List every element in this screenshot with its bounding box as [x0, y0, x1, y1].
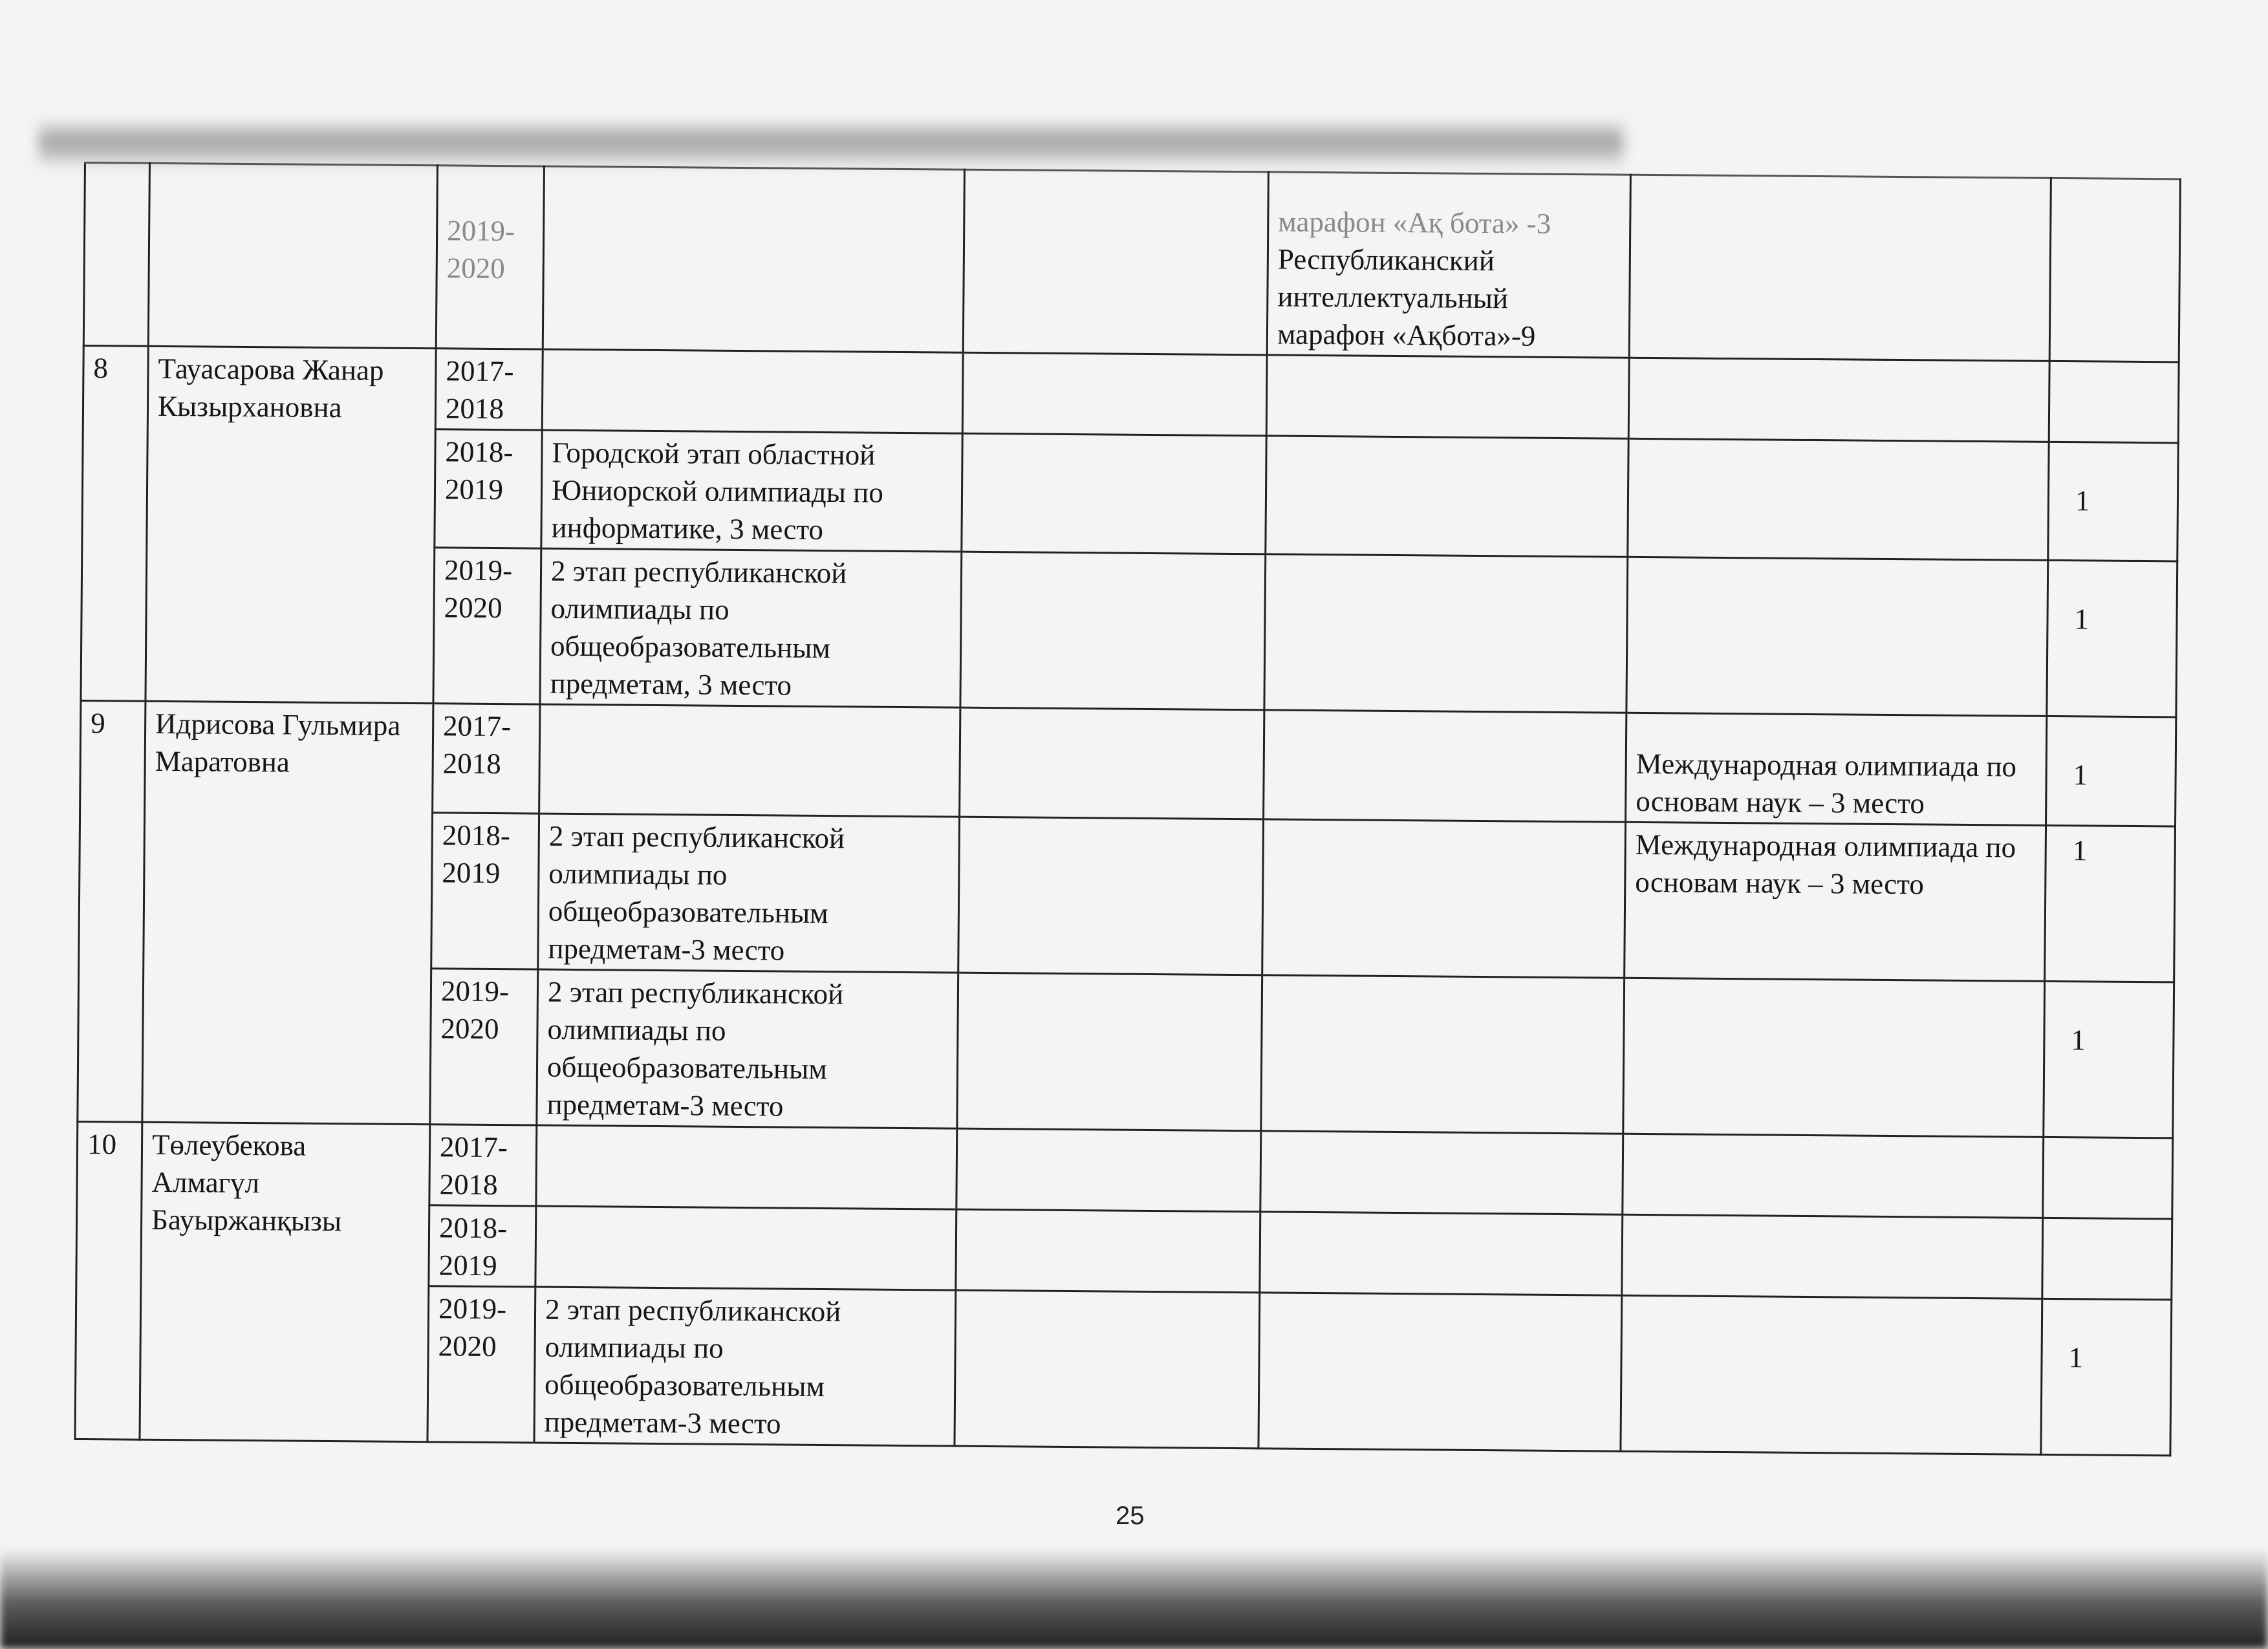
- year-cell: 2018-2019: [429, 1205, 536, 1287]
- cell-d: [1629, 175, 2051, 361]
- cell-c: [1266, 436, 1628, 557]
- table-row: [77, 1121, 2173, 1218]
- cell-a: 2 этап республиканской олимпиады по общеобразовательным предметам-3 место: [537, 969, 958, 1128]
- cell-c: [1262, 819, 1626, 978]
- scan-shadow-bottom: [0, 1549, 2268, 1649]
- name-cell: Идрисова Гульмира Маратовна: [142, 701, 433, 1124]
- cell-d: [1628, 438, 2049, 560]
- cell-c: [1258, 1293, 1622, 1451]
- cell-a: [535, 1206, 956, 1290]
- cell-c: [1264, 554, 1628, 713]
- year-cell: 2017-2018: [435, 349, 543, 430]
- name-cell: Тауасарова Жанар Кызырхановна: [146, 346, 436, 703]
- cell-b: [956, 1209, 1260, 1293]
- cell-d: [1623, 1134, 2044, 1218]
- table-row: [83, 163, 2180, 362]
- name-cell: [148, 163, 437, 348]
- cell-b: [963, 169, 1268, 355]
- cell-e: [2049, 178, 2180, 362]
- cell-d: [1622, 1214, 2043, 1299]
- count-cell: 1: [2045, 825, 2176, 982]
- cell-c: [1264, 710, 1626, 822]
- num-cell: 9: [78, 700, 146, 1122]
- faded-text: марафон «Ақ бота» -3: [1278, 205, 1551, 240]
- year-text: 2019-2020: [446, 214, 515, 285]
- cell-a: 2 этап республиканской олимпиады по общеобразовательным предметам-3 место: [538, 814, 960, 973]
- cell-b: [956, 1128, 1261, 1212]
- cell-d: [1623, 978, 2045, 1137]
- cell-d: [1626, 557, 2048, 716]
- cell-a: 2 этап республиканской олимпиады по общеобразовательным предметам-3 место: [534, 1287, 956, 1446]
- cell-b: [960, 552, 1266, 710]
- year-cell: 2018-2019: [435, 429, 542, 548]
- count-cell: 1: [2047, 560, 2177, 717]
- num-cell: 8: [81, 346, 148, 702]
- cell-b: [957, 973, 1262, 1131]
- count-cell: [2049, 361, 2179, 443]
- cell-d: Международная олимпиада по основам наук – 3 место: [1625, 822, 2046, 981]
- cell-d: [1628, 358, 2049, 442]
- year-cell: 2017-2018: [433, 704, 540, 814]
- cell-d: [1621, 1295, 2042, 1454]
- scan-shadow-top: [39, 120, 1623, 165]
- cell-c: [1267, 172, 1630, 358]
- year-cell: 2019-2020: [433, 548, 541, 704]
- cell-a: [542, 349, 963, 433]
- cell-a: [536, 1125, 957, 1209]
- name-cell: Төлеубекова Алмагүл Бауыржанқызы: [140, 1122, 430, 1441]
- cell-b: [962, 433, 1266, 554]
- num-cell: 10: [75, 1121, 142, 1439]
- count-cell: 1: [2048, 442, 2178, 561]
- year-cell: 2019-2020: [430, 969, 538, 1125]
- cell-a: 2 этап республиканской олимпиады по общеобразовательным предметам, 3 место: [540, 548, 962, 707]
- cell-a: [543, 166, 964, 352]
- count-cell: 1: [2041, 1299, 2172, 1456]
- cell-b: [955, 1290, 1260, 1449]
- cell-a: Городской этап областной Юниорской олимпиады по информатике, 3 место: [541, 430, 962, 552]
- year-cell: 2017-2018: [429, 1125, 537, 1206]
- table-row: [83, 346, 2179, 443]
- year-cell: 2019-2020: [427, 1286, 535, 1443]
- cell-a: [539, 704, 960, 817]
- year-cell: 2018-2019: [431, 813, 539, 969]
- cell-c: [1261, 975, 1625, 1134]
- cell-b: [962, 352, 1267, 436]
- count-cell: 1: [2046, 716, 2176, 826]
- table-row: [80, 700, 2176, 826]
- cell-b: [958, 817, 1264, 975]
- cell-c: [1260, 1131, 1623, 1214]
- page-number: 25: [1116, 1502, 1145, 1530]
- year-cell: [436, 166, 544, 349]
- count-cell: [2043, 1137, 2173, 1219]
- count-cell: 1: [2044, 981, 2174, 1138]
- cell-d: Международная олимпиада по основам наук – 3 место: [1626, 713, 2047, 825]
- count-cell: [2042, 1218, 2172, 1300]
- cell-c: [1266, 355, 1629, 438]
- col-c-text: Республиканский интеллектуальный марафон «Ақбота»-9: [1277, 242, 1536, 352]
- achievements-table: [74, 162, 2181, 1456]
- cell-c: [1260, 1212, 1623, 1295]
- num-cell: [83, 163, 149, 347]
- cell-b: [960, 707, 1264, 819]
